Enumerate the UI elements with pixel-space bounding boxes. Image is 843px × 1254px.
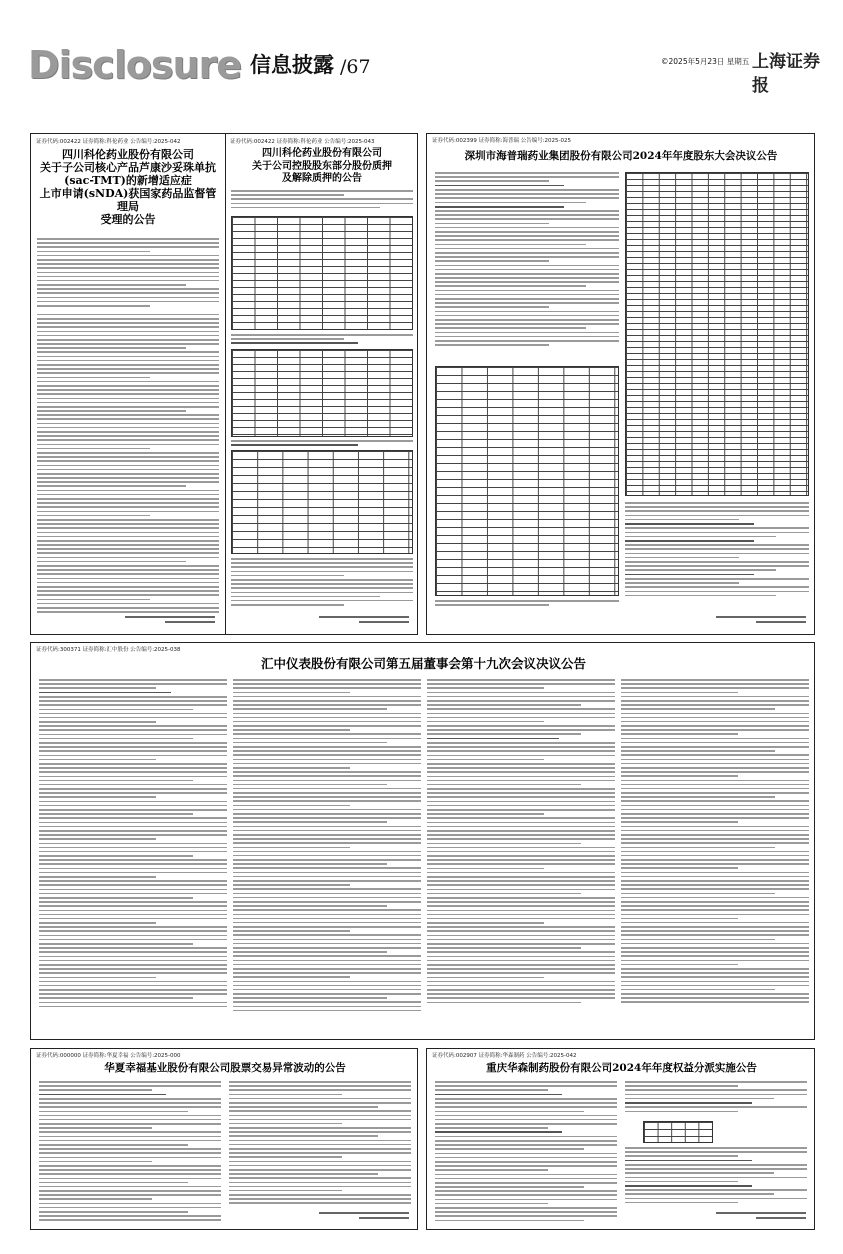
announcement-body-right <box>625 502 809 602</box>
announcement-body-left <box>435 172 619 364</box>
body-column-1 <box>39 679 227 1031</box>
voting-table-left <box>435 366 619 596</box>
body-column-2 <box>233 679 421 1031</box>
section-heading <box>231 440 413 449</box>
stock-info: 证券代码:300371 证券简称:汇中股份 公告编号:2025-038 <box>36 647 181 653</box>
publication-date: ©2025年5月23日 星期五 <box>661 57 750 66</box>
title-line: 四川科伦药业股份有限公司 <box>262 148 382 159</box>
announcement-huizhong-board <box>30 642 815 1040</box>
signature-block <box>686 614 806 628</box>
body-column-right-top <box>625 1081 807 1115</box>
signature-block <box>289 1211 409 1223</box>
column-divider <box>225 134 226 634</box>
title-line: 四川科伦药业股份有限公司 <box>62 148 194 161</box>
announcement-intro <box>231 190 413 211</box>
announcement-china-fortune <box>30 1048 418 1230</box>
announcement-title <box>229 148 415 186</box>
announcement-title: 重庆华森制药股份有限公司2024年年度权益分派实施公告 <box>486 1062 757 1074</box>
release-table <box>231 349 413 437</box>
pledge-table <box>231 216 413 330</box>
announcement-title: 深圳市海普瑞药业集团股份有限公司2024年年度股东大会决议公告 <box>464 150 778 162</box>
signature-block <box>289 614 409 628</box>
signature-block <box>95 614 215 628</box>
announcement-body <box>231 558 413 610</box>
body-column-right-bottom <box>625 1147 807 1211</box>
page-number: /67 <box>340 56 371 78</box>
panel-kelun <box>30 133 418 635</box>
section-title: 信息披露 <box>250 52 334 77</box>
table-note <box>231 334 413 347</box>
announcement-huasen-dividend <box>426 1048 815 1230</box>
stock-info: 证券代码:002907 证券简称:华森制药 公告编号:2025-042 <box>432 1053 577 1059</box>
announcement-title: 汇中仪表股份有限公司第五届董事会第十九次会议决议公告 <box>260 656 586 671</box>
section-brand: Disclosure <box>28 43 242 87</box>
dividend-table <box>643 1121 713 1143</box>
body-column-left <box>39 1081 221 1223</box>
title-line: 受理的公告 <box>100 213 156 226</box>
voting-table-right <box>625 172 809 496</box>
body-column-4 <box>621 679 809 1031</box>
body-column-left <box>435 1081 617 1223</box>
title-line: 上市申请(sNDA)获国家药品监督管理局 <box>39 187 217 213</box>
announcement-title: 华夏幸福基业股份有限公司股票交易异常波动的公告 <box>104 1062 346 1074</box>
title-line: (sac-TMT)的新增适应症 <box>64 174 192 187</box>
announcement-body <box>37 238 219 618</box>
newspaper-name: 上海证券报 <box>752 52 820 96</box>
announcement-title <box>35 148 221 226</box>
title-line: 关于公司控股股东部分股份质押 <box>252 160 392 172</box>
body-column-right <box>229 1081 411 1209</box>
table-footnote <box>435 600 619 608</box>
stock-info: 证券代码:002422 证券简称:科伦药业 公告编号:2025-042 <box>36 139 181 145</box>
stock-info: 证券代码:002422 证券简称:科伦药业 公告编号:2025-043 <box>230 139 375 145</box>
title-line: 及解除质押的公告 <box>282 173 362 184</box>
title-line: 关于子公司核心产品芦康沙妥珠单抗 <box>40 161 216 174</box>
masthead <box>28 43 821 96</box>
signature-block <box>686 1211 806 1223</box>
holding-table <box>231 450 413 554</box>
stock-info: 证券代码:002399 证券简称:海普瑞 公告编号:2025-025 <box>432 138 572 144</box>
stock-info: 证券代码:000000 证券简称:华夏幸福 公告编号:2025-000 <box>36 1053 181 1059</box>
announcement-hepalink-agm <box>426 133 815 635</box>
body-column-3 <box>427 679 615 1031</box>
